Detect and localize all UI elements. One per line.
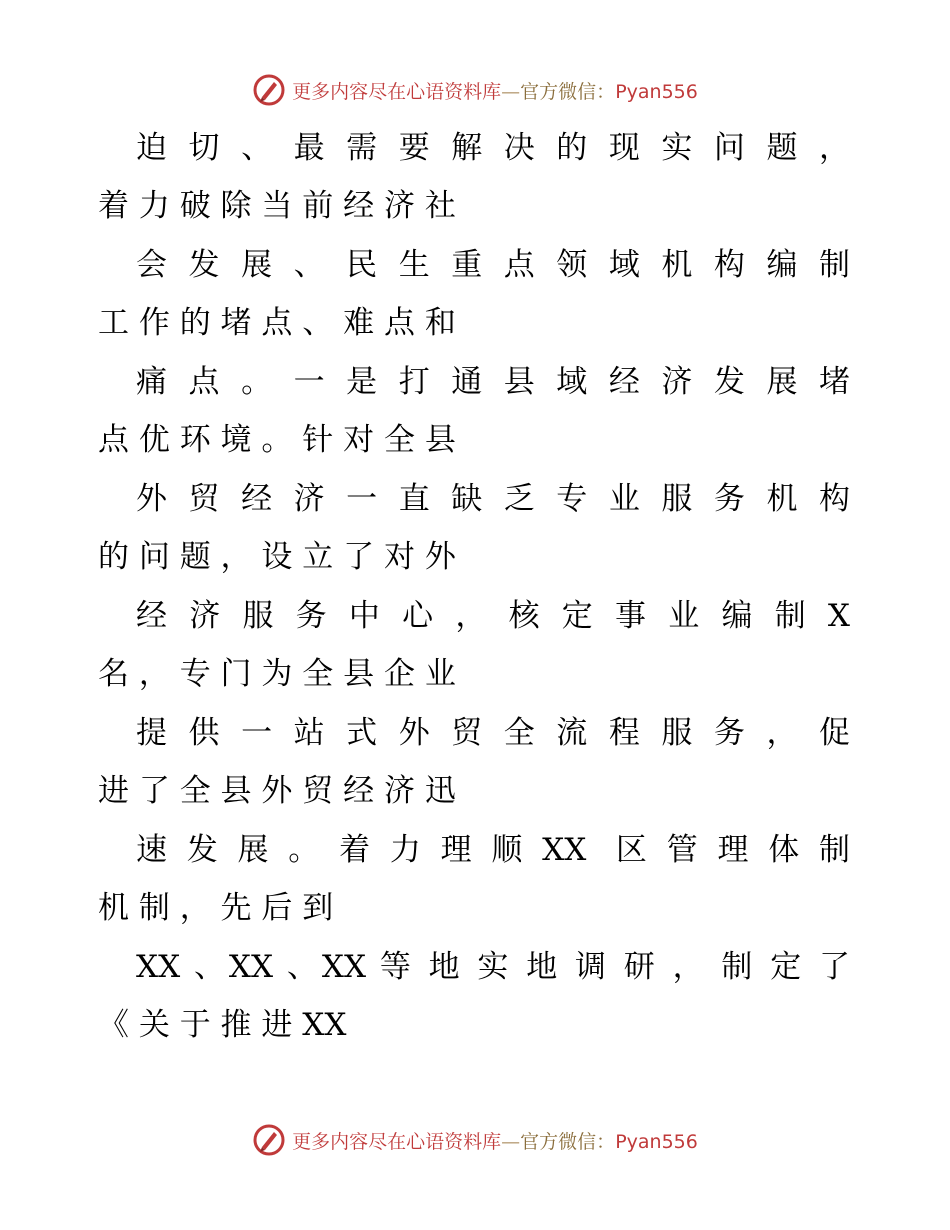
text-line: 经 济 服 务 中 心 ， 核 定 事 业 编 制 X [136,598,850,634]
text-line: 外 贸 经 济 一 直 缺 乏 专 业 服 务 机 构 [136,481,850,517]
text-line: 点 优 环 境 。 针 对 全 县 [98,422,456,458]
text-line: 痛 点 。 一 是 打 通 县 域 经 济 发 展 堵 [136,364,850,400]
text-line: 工 作 的 堵 点 、 难 点 和 [98,305,456,341]
text-line: 会 发 展 、 民 生 重 点 领 域 机 构 编 制 [136,247,850,283]
footer-watermark-text: 更多内容尽在心语资料库—官方微信：Pyan556 [292,1130,698,1153]
text-line: 着 力 破 除 当 前 经 济 社 [98,188,456,224]
text-line: 名 ， 专 门 为 全 县 企 业 [98,656,456,692]
footer-watermark-banner [0,1120,950,1160]
header-watermark-text: 更多内容尽在心语资料库—官方微信：Pyan556 [292,80,698,103]
pen-logo-icon [252,1123,286,1157]
text-line: 提 供 一 站 式 外 贸 全 流 程 服 务 ， 促 [136,715,850,751]
text-line: 迫 切 、 最 需 要 解 决 的 现 实 问 题 ， [136,130,850,166]
text-line: XX 、XX 、XX 等 地 实 地 调 研 ， 制 定 了 [136,949,850,985]
text-line: 《 关 于 推 进 XX [98,1007,347,1043]
text-line: 的 问 题 ， 设 立 了 对 外 [98,539,456,575]
text-line: 进 了 全 县 外 贸 经 济 迅 [98,773,456,809]
text-line: 速 发 展 。 着 力 理 顺 XX 区 管 理 体 制 [136,832,850,868]
text-line: 机 制 ， 先 后 到 [98,890,334,926]
